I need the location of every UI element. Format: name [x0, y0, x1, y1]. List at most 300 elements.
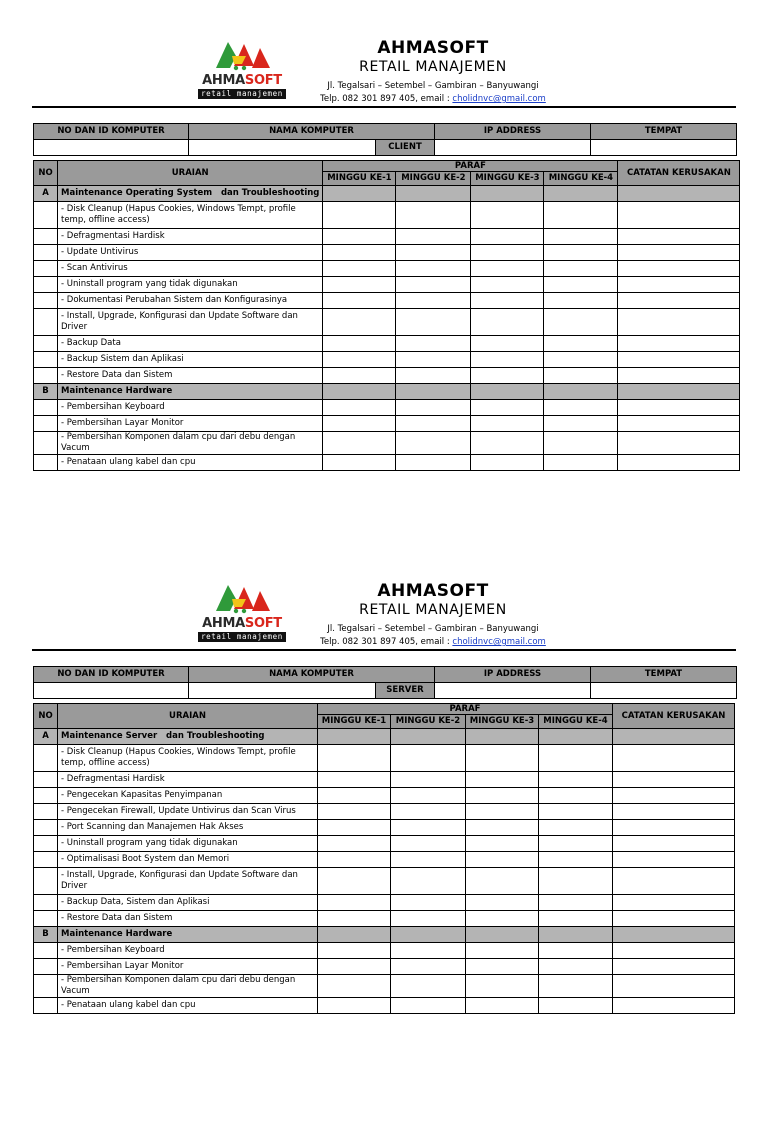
row-number-cell	[34, 998, 58, 1014]
section-filler-cell	[613, 927, 735, 943]
catatan-cell[interactable]	[613, 998, 735, 1014]
row-number-cell	[34, 868, 58, 895]
checklist-row	[34, 820, 735, 836]
paraf-cell[interactable]	[323, 245, 396, 261]
paraf-cell[interactable]	[471, 293, 544, 309]
paraf-cell[interactable]	[544, 202, 618, 229]
paraf-cell[interactable]	[391, 868, 466, 895]
paraf-cell[interactable]	[318, 943, 391, 959]
paraf-cell[interactable]	[396, 245, 471, 261]
checklist-row	[34, 975, 735, 998]
computer-name-wrap	[189, 140, 434, 155]
task-description: - Pembersihan Layar Monitor	[58, 959, 318, 975]
catatan-cell[interactable]	[613, 868, 735, 895]
task-description: - Uninstall program yang tidak digunakan	[58, 277, 323, 293]
no-column-header: NO	[34, 704, 58, 729]
row-number-cell	[34, 820, 58, 836]
paraf-cell[interactable]	[471, 229, 544, 245]
logo-wordmark	[198, 617, 286, 631]
company-logo	[198, 581, 286, 643]
paraf-cell[interactable]	[466, 895, 539, 911]
catatan-cell[interactable]	[618, 245, 740, 261]
checklist-row	[34, 336, 740, 352]
paraf-column-header: PARAF	[318, 704, 613, 715]
row-number-cell	[34, 959, 58, 975]
logo-word-part: AHMA	[202, 616, 245, 631]
catatan-cell[interactable]	[613, 852, 735, 868]
paraf-cell[interactable]	[539, 772, 613, 788]
section-filler-cell	[544, 384, 618, 400]
paraf-cell[interactable]	[466, 975, 539, 998]
section-row	[34, 729, 735, 745]
maintenance-form	[0, 581, 768, 1121]
uraian-column-header: URAIAN	[58, 161, 323, 186]
computer-name-value[interactable]	[189, 683, 376, 698]
computer-id-cell[interactable]	[34, 140, 189, 156]
catatan-cell[interactable]	[618, 277, 740, 293]
catatan-cell[interactable]	[613, 943, 735, 959]
paraf-cell[interactable]	[391, 772, 466, 788]
row-number-cell	[34, 229, 58, 245]
section-filler-cell	[466, 927, 539, 943]
paraf-cell[interactable]	[471, 368, 544, 384]
row-number-cell	[34, 245, 58, 261]
section-filler-cell	[539, 729, 613, 745]
task-description: - Defragmentasi Hardisk	[58, 229, 323, 245]
computer-info-table	[33, 666, 737, 699]
task-description: - Install, Upgrade, Konfigurasi dan Update Software dan Driver	[58, 309, 323, 336]
row-number-cell	[34, 772, 58, 788]
computer-name-cell[interactable]	[189, 140, 435, 156]
paraf-cell[interactable]	[318, 975, 391, 998]
ip-address-cell[interactable]	[435, 683, 591, 699]
paraf-cell[interactable]	[323, 202, 396, 229]
paraf-cell[interactable]	[318, 959, 391, 975]
paraf-cell[interactable]	[539, 998, 613, 1014]
paraf-cell[interactable]	[396, 352, 471, 368]
paraf-cell[interactable]	[323, 400, 396, 416]
task-description: - Pengecekan Kapasitas Penyimpanan	[58, 788, 318, 804]
row-number-cell	[34, 202, 58, 229]
paraf-cell[interactable]	[539, 804, 613, 820]
task-description: - Install, Upgrade, Konfigurasi dan Update Software dan Driver	[58, 868, 318, 895]
paraf-cell[interactable]	[544, 416, 618, 432]
paraf-cell[interactable]	[471, 336, 544, 352]
task-description: - Pembersihan Keyboard	[58, 943, 318, 959]
location-cell[interactable]	[591, 683, 737, 699]
paraf-cell[interactable]	[318, 772, 391, 788]
paraf-cell[interactable]	[539, 895, 613, 911]
section-filler-cell	[471, 186, 544, 202]
paraf-cell[interactable]	[396, 293, 471, 309]
info-value-row	[34, 683, 737, 699]
paraf-cell[interactable]	[471, 245, 544, 261]
paraf-cell[interactable]	[466, 820, 539, 836]
catatan-cell[interactable]	[613, 772, 735, 788]
section-number: B	[34, 927, 58, 943]
computer-name-cell[interactable]	[189, 683, 435, 699]
paraf-cell[interactable]	[391, 975, 466, 998]
logo-mark-icon	[212, 38, 272, 74]
checklist-row	[34, 368, 740, 384]
catatan-cell[interactable]	[613, 959, 735, 975]
checklist-row	[34, 277, 740, 293]
paraf-cell[interactable]	[544, 352, 618, 368]
paraf-cell[interactable]	[318, 868, 391, 895]
checklist-row	[34, 245, 740, 261]
task-description: - Pembersihan Komponen dalam cpu dari debu dengan Vacum	[58, 432, 323, 455]
paraf-cell[interactable]	[466, 745, 539, 772]
paraf-cell[interactable]	[391, 836, 466, 852]
task-description: - Pengecekan Firewall, Update Untivirus dan Scan Virus	[58, 804, 318, 820]
paraf-cell[interactable]	[471, 309, 544, 336]
task-description: - Update Untivirus	[58, 245, 323, 261]
info-header-row	[34, 124, 737, 140]
section-title: Maintenance Hardware	[58, 927, 318, 943]
week-column-header: MINGGU KE-2	[391, 715, 466, 729]
checklist-row	[34, 229, 740, 245]
row-number-cell	[34, 336, 58, 352]
info-column-header: IP ADDRESS	[435, 667, 591, 683]
info-value-row	[34, 140, 737, 156]
task-description: - Disk Cleanup (Hapus Cookies, Windows Tempt, profile temp, offline access)	[58, 745, 318, 772]
paraf-cell[interactable]	[396, 309, 471, 336]
section-filler-cell	[396, 384, 471, 400]
paraf-cell[interactable]	[318, 788, 391, 804]
paraf-cell[interactable]	[323, 352, 396, 368]
catatan-cell[interactable]	[613, 911, 735, 927]
catatan-cell[interactable]	[618, 352, 740, 368]
paraf-cell[interactable]	[471, 352, 544, 368]
paraf-cell[interactable]	[544, 309, 618, 336]
checklist-row	[34, 804, 735, 820]
row-number-cell	[34, 804, 58, 820]
catatan-column-header: CATATAN KERUSAKAN	[613, 704, 735, 729]
section-filler-cell	[396, 186, 471, 202]
company-subtitle: RETAIL MANAJEMEN	[359, 602, 507, 618]
paraf-cell[interactable]	[391, 788, 466, 804]
paraf-cell[interactable]	[539, 911, 613, 927]
row-number-cell	[34, 836, 58, 852]
task-description: - Backup Data, Sistem dan Aplikasi	[58, 895, 318, 911]
task-description: - Pembersihan Keyboard	[58, 400, 323, 416]
paraf-cell[interactable]	[471, 455, 544, 471]
paraf-cell[interactable]	[544, 336, 618, 352]
catatan-cell[interactable]	[618, 336, 740, 352]
company-name: AHMASOFT	[377, 38, 489, 58]
paraf-cell[interactable]	[539, 943, 613, 959]
ip-address-cell[interactable]	[435, 140, 591, 156]
row-number-cell	[34, 352, 58, 368]
paraf-cell[interactable]	[471, 277, 544, 293]
paraf-cell[interactable]	[323, 368, 396, 384]
row-number-cell	[34, 400, 58, 416]
email-link[interactable]: cholidnvc@gmail.com	[452, 637, 546, 647]
info-column-header: NO DAN ID KOMPUTER	[34, 124, 189, 140]
row-number-cell	[34, 911, 58, 927]
catatan-cell[interactable]	[618, 202, 740, 229]
catatan-cell[interactable]	[618, 455, 740, 471]
checklist-row	[34, 911, 735, 927]
paraf-cell[interactable]	[396, 229, 471, 245]
row-number-cell	[34, 455, 58, 471]
paraf-cell[interactable]	[323, 261, 396, 277]
row-number-cell	[34, 975, 58, 998]
paraf-cell[interactable]	[323, 293, 396, 309]
info-column-header: NAMA KOMPUTER	[189, 667, 435, 683]
task-description: - Penataan ulang kabel dan cpu	[58, 455, 323, 471]
catatan-cell[interactable]	[618, 293, 740, 309]
paraf-cell[interactable]	[318, 911, 391, 927]
section-title: Maintenance Hardware	[58, 384, 323, 400]
uraian-column-header: URAIAN	[58, 704, 318, 729]
paraf-cell[interactable]	[544, 245, 618, 261]
checklist-row	[34, 895, 735, 911]
row-number-cell	[34, 368, 58, 384]
catatan-cell[interactable]	[618, 432, 740, 455]
catatan-cell[interactable]	[613, 820, 735, 836]
checklist-row	[34, 416, 740, 432]
section-row	[34, 186, 740, 202]
location-cell[interactable]	[591, 140, 737, 156]
paraf-cell[interactable]	[396, 336, 471, 352]
computer-type-label: SERVER	[376, 683, 434, 698]
paraf-cell[interactable]	[323, 432, 396, 455]
logo-tagline: retail manajemen	[198, 632, 286, 642]
week-column-header: MINGGU KE-3	[466, 715, 539, 729]
task-description: - Scan Antivirus	[58, 261, 323, 277]
section-filler-cell	[618, 186, 740, 202]
checklist-row	[34, 309, 740, 336]
week-column-header: MINGGU KE-4	[544, 172, 618, 186]
paraf-cell[interactable]	[396, 455, 471, 471]
paraf-cell[interactable]	[391, 745, 466, 772]
paraf-cell[interactable]	[539, 852, 613, 868]
catatan-cell[interactable]	[613, 895, 735, 911]
catatan-cell[interactable]	[613, 836, 735, 852]
paraf-cell[interactable]	[466, 943, 539, 959]
checklist-row	[34, 400, 740, 416]
paraf-cell[interactable]	[391, 820, 466, 836]
section-number: B	[34, 384, 58, 400]
week-column-header: MINGGU KE-3	[471, 172, 544, 186]
week-column-header: MINGGU KE-4	[539, 715, 613, 729]
paraf-cell[interactable]	[466, 998, 539, 1014]
paraf-cell[interactable]	[318, 998, 391, 1014]
task-description: - Restore Data dan Sistem	[58, 368, 323, 384]
paraf-cell[interactable]	[471, 416, 544, 432]
paraf-cell[interactable]	[318, 852, 391, 868]
checklist-row	[34, 432, 740, 455]
paraf-cell[interactable]	[466, 788, 539, 804]
task-description: - Pembersihan Layar Monitor	[58, 416, 323, 432]
section-title: Maintenance Operating System dan Troubleshooting	[58, 186, 323, 202]
section-filler-cell	[618, 384, 740, 400]
section-number: A	[34, 729, 58, 745]
paraf-cell[interactable]	[396, 432, 471, 455]
paraf-cell[interactable]	[391, 943, 466, 959]
task-description: - Disk Cleanup (Hapus Cookies, Windows Tempt, profile temp, offline access)	[58, 202, 323, 229]
row-number-cell	[34, 293, 58, 309]
info-column-header: IP ADDRESS	[435, 124, 591, 140]
logo-word-part: SOFT	[244, 616, 282, 631]
paraf-cell[interactable]	[323, 336, 396, 352]
task-description: - Backup Data	[58, 336, 323, 352]
paraf-cell[interactable]	[539, 836, 613, 852]
paraf-cell[interactable]	[544, 368, 618, 384]
catatan-cell[interactable]	[613, 975, 735, 998]
checklist-row	[34, 788, 735, 804]
info-column-header: NO DAN ID KOMPUTER	[34, 667, 189, 683]
section-filler-cell	[613, 729, 735, 745]
paraf-cell[interactable]	[471, 400, 544, 416]
catatan-cell[interactable]	[618, 309, 740, 336]
paraf-cell[interactable]	[539, 975, 613, 998]
paraf-cell[interactable]	[323, 229, 396, 245]
row-number-cell	[34, 277, 58, 293]
paraf-cell[interactable]	[323, 277, 396, 293]
paraf-cell[interactable]	[318, 745, 391, 772]
paraf-cell[interactable]	[544, 293, 618, 309]
section-filler-cell	[323, 186, 396, 202]
section-filler-cell	[318, 927, 391, 943]
week-column-header: MINGGU KE-1	[318, 715, 391, 729]
row-number-cell	[34, 261, 58, 277]
checklist-row	[34, 998, 735, 1014]
logo-tagline: retail manajemen	[198, 89, 286, 99]
section-filler-cell	[544, 186, 618, 202]
computer-id-cell[interactable]	[34, 683, 189, 699]
paraf-cell[interactable]	[318, 895, 391, 911]
logo-word-part: SOFT	[244, 73, 282, 88]
catatan-cell[interactable]	[613, 804, 735, 820]
checklist-row	[34, 293, 740, 309]
catatan-column-header: CATATAN KERUSAKAN	[618, 161, 740, 186]
row-number-cell	[34, 943, 58, 959]
paraf-cell[interactable]	[544, 400, 618, 416]
paraf-cell[interactable]	[391, 911, 466, 927]
paraf-cell[interactable]	[471, 261, 544, 277]
row-number-cell	[34, 416, 58, 432]
paraf-cell[interactable]	[391, 895, 466, 911]
catatan-cell[interactable]	[618, 416, 740, 432]
paraf-cell[interactable]	[323, 416, 396, 432]
paraf-cell[interactable]	[466, 911, 539, 927]
checklist-row	[34, 943, 735, 959]
paraf-cell[interactable]	[539, 788, 613, 804]
paraf-cell[interactable]	[323, 455, 396, 471]
checklist-row	[34, 745, 735, 772]
logo-word-part: AHMA	[202, 73, 245, 88]
paraf-cell[interactable]	[391, 804, 466, 820]
checklist-row	[34, 455, 740, 471]
email-link[interactable]: cholidnvc@gmail.com	[452, 94, 546, 104]
paraf-cell[interactable]	[396, 261, 471, 277]
catatan-cell[interactable]	[618, 368, 740, 384]
section-row	[34, 384, 740, 400]
paraf-cell[interactable]	[539, 959, 613, 975]
checklist-row	[34, 261, 740, 277]
checklist-row	[34, 868, 735, 895]
section-filler-cell	[391, 729, 466, 745]
paraf-cell[interactable]	[318, 804, 391, 820]
company-address: Jl. Tegalsari – Setembel – Gambiran – Banyuwangi	[327, 624, 539, 634]
paraf-cell[interactable]	[466, 852, 539, 868]
paraf-cell[interactable]	[466, 836, 539, 852]
paraf-cell[interactable]	[544, 229, 618, 245]
paraf-cell[interactable]	[471, 202, 544, 229]
paraf-cell[interactable]	[396, 368, 471, 384]
company-subtitle: RETAIL MANAJEMEN	[359, 59, 507, 75]
row-number-cell	[34, 895, 58, 911]
section-title: Maintenance Server dan Troubleshooting	[58, 729, 318, 745]
paraf-cell[interactable]	[471, 432, 544, 455]
row-number-cell	[34, 309, 58, 336]
task-description: - Defragmentasi Hardisk	[58, 772, 318, 788]
checklist-row	[34, 852, 735, 868]
section-filler-cell	[318, 729, 391, 745]
paraf-cell[interactable]	[318, 820, 391, 836]
paraf-cell[interactable]	[391, 852, 466, 868]
paraf-cell[interactable]	[391, 998, 466, 1014]
paraf-cell[interactable]	[466, 959, 539, 975]
header-divider	[32, 649, 736, 651]
section-filler-cell	[323, 384, 396, 400]
checklist-row	[34, 202, 740, 229]
paraf-cell[interactable]	[396, 400, 471, 416]
checklist-header-row	[34, 161, 740, 172]
checklist-row	[34, 772, 735, 788]
catatan-cell[interactable]	[618, 400, 740, 416]
catatan-cell[interactable]	[618, 261, 740, 277]
paraf-cell[interactable]	[544, 455, 618, 471]
logo-wordmark	[198, 74, 286, 88]
paraf-cell[interactable]	[544, 277, 618, 293]
info-column-header: NAMA KOMPUTER	[189, 124, 435, 140]
checklist-row	[34, 352, 740, 368]
paraf-cell[interactable]	[466, 868, 539, 895]
computer-name-value[interactable]	[189, 140, 376, 155]
contact-phone: Telp. 082 301 897 405, email :	[320, 94, 453, 104]
section-filler-cell	[466, 729, 539, 745]
task-description: - Penataan ulang kabel dan cpu	[58, 998, 318, 1014]
section-number: A	[34, 186, 58, 202]
paraf-cell[interactable]	[539, 745, 613, 772]
logo-mark-icon	[212, 581, 272, 617]
paraf-cell[interactable]	[539, 868, 613, 895]
paraf-cell[interactable]	[466, 772, 539, 788]
paraf-cell[interactable]	[396, 277, 471, 293]
task-description: - Backup Sistem dan Aplikasi	[58, 352, 323, 368]
paraf-cell[interactable]	[318, 836, 391, 852]
paraf-cell[interactable]	[544, 261, 618, 277]
paraf-cell[interactable]	[323, 309, 396, 336]
header-divider	[32, 106, 736, 108]
paraf-cell[interactable]	[396, 202, 471, 229]
section-row	[34, 927, 735, 943]
paraf-cell[interactable]	[544, 432, 618, 455]
paraf-cell[interactable]	[466, 804, 539, 820]
company-name: AHMASOFT	[377, 581, 489, 601]
catatan-cell[interactable]	[618, 229, 740, 245]
paraf-cell[interactable]	[396, 416, 471, 432]
catatan-cell[interactable]	[613, 745, 735, 772]
catatan-cell[interactable]	[613, 788, 735, 804]
computer-name-wrap	[189, 683, 434, 698]
section-filler-cell	[391, 927, 466, 943]
paraf-cell[interactable]	[539, 820, 613, 836]
paraf-cell[interactable]	[391, 959, 466, 975]
